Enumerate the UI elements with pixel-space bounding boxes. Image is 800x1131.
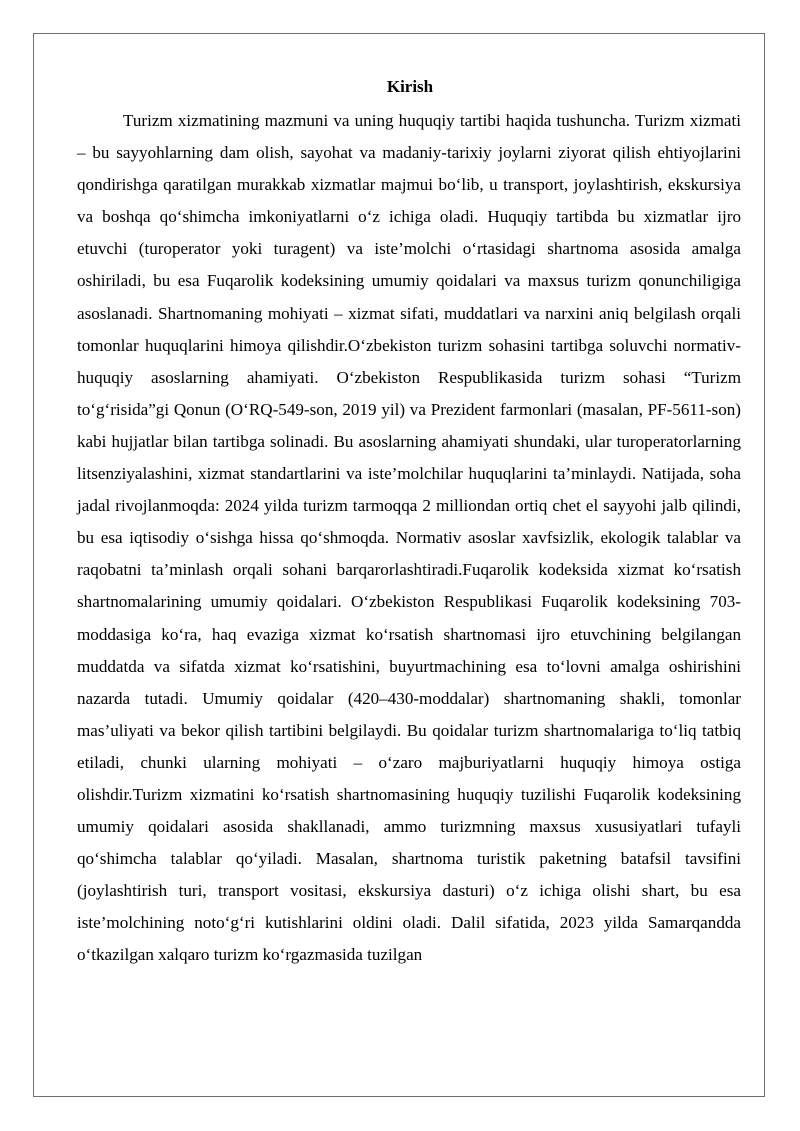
page-title: Kirish (386, 77, 434, 96)
body-paragraph: Turizm xizmatining mazmuni va uning huquqiy tartibi haqida tushuncha. Turizm xizmati – bu sayyohlarning dam olish, sayohat va madaniy-tarixiy joylarni ziyorat qilish ehtiyojlarini qondirishga qaratilgan murakkab xizmatlar majmui bo‘lib, u transport, joylashtirish, ekskursiya va boshqa qo‘shimcha imkoniyatlarni o‘z ichiga oladi. Huquqiy tartibda bu xizmatlar ijro etuvchi (turoperator yoki turagent) va iste’molchi o‘rtasidagi shartnoma asosida amalga oshiriladi, bu esa Fuqarolik kodeksining umumiy qoidalari va maxsus turizm qonunchiligiga asoslanadi. Shartnomaning mohiyati – xizmat sifati, muddatlari va narxini aniq belgilash orqali tomonlar huquqlarini himoya qilishdir.O‘zbekiston turizm sohasini tartibga soluvchi normativ-huquqiy asoslarning ahamiyati. O‘zbekiston Respublikasida turizm sohasi “Turizm to‘g‘risida”gi Qonun (O‘RQ-549-son, 2019 yil) va Prezident farmonlari (masalan, PF-5611-son) kabi hujjatlar bilan tartibga solinadi. Bu asoslarning ahamiyati shundaki, ular turoperatorlarning litsenziyalashini, xizmat standartlarini va iste’molchilar huquqlarini ta’minlaydi. Natijada, soha jadal rivojlanmoqda: 2024 yilda turizm tarmoqqa 2 milliondan ortiq chet el sayyohi jalb qilindi, bu esa iqtisodiy o‘sishga hissa qo‘shmoqda. Normativ asoslar xavfsizlik, ekologik talablar va raqobatni ta’minlash orqali sohani barqarorlashtiradi.Fuqarolik kodeksida xizmat ko‘rsatish shartnomalarining umumiy qoidalari. O‘zbekiston Respublikasi Fuqarolik kodeksining 703-moddasiga ko‘ra, haq evaziga xizmat ko‘rsatish shartnomasi ijro etuvchining belgilangan muddatda va sifatda xizmat ko‘rsatishini, buyurtmachining esa to‘lovni amalga oshirishini nazarda tutadi. Umumiy qoidalar (420–430-moddalar) shartnomaning shakli, tomonlar mas’uliyati va bekor qilish tartibini belgilaydi. Bu qoidalar turizm shartnomalariga to‘liq tatbiq etiladi, chunki ularning mohiyati – o‘zaro majburiyatlarni huquqiy himoya ostiga olishdir.Turizm xizmatini ko‘rsatish shartnomasining huquqiy tuzilishi Fuqarolik kodeksining umumiy qoidalari asosida shakllanadi, ammo turizmning maxsus xususiyatlari tufayli qo‘shimcha talablar qo‘yiladi. Masalan, shartnoma turistik paketning batafsil tavsifini (joylashtirish turi, transport vositasi, ekskursiya dasturi) o‘z ichiga olishi shart, bu esa iste’molchining noto‘g‘ri kutishlarini oldini oladi. Dalil sifatida, 2023 yilda Samarqandda o‘tkazilgan xalqaro turizm ko‘rgazmasida tuzilgan (77, 111, 741, 965)
